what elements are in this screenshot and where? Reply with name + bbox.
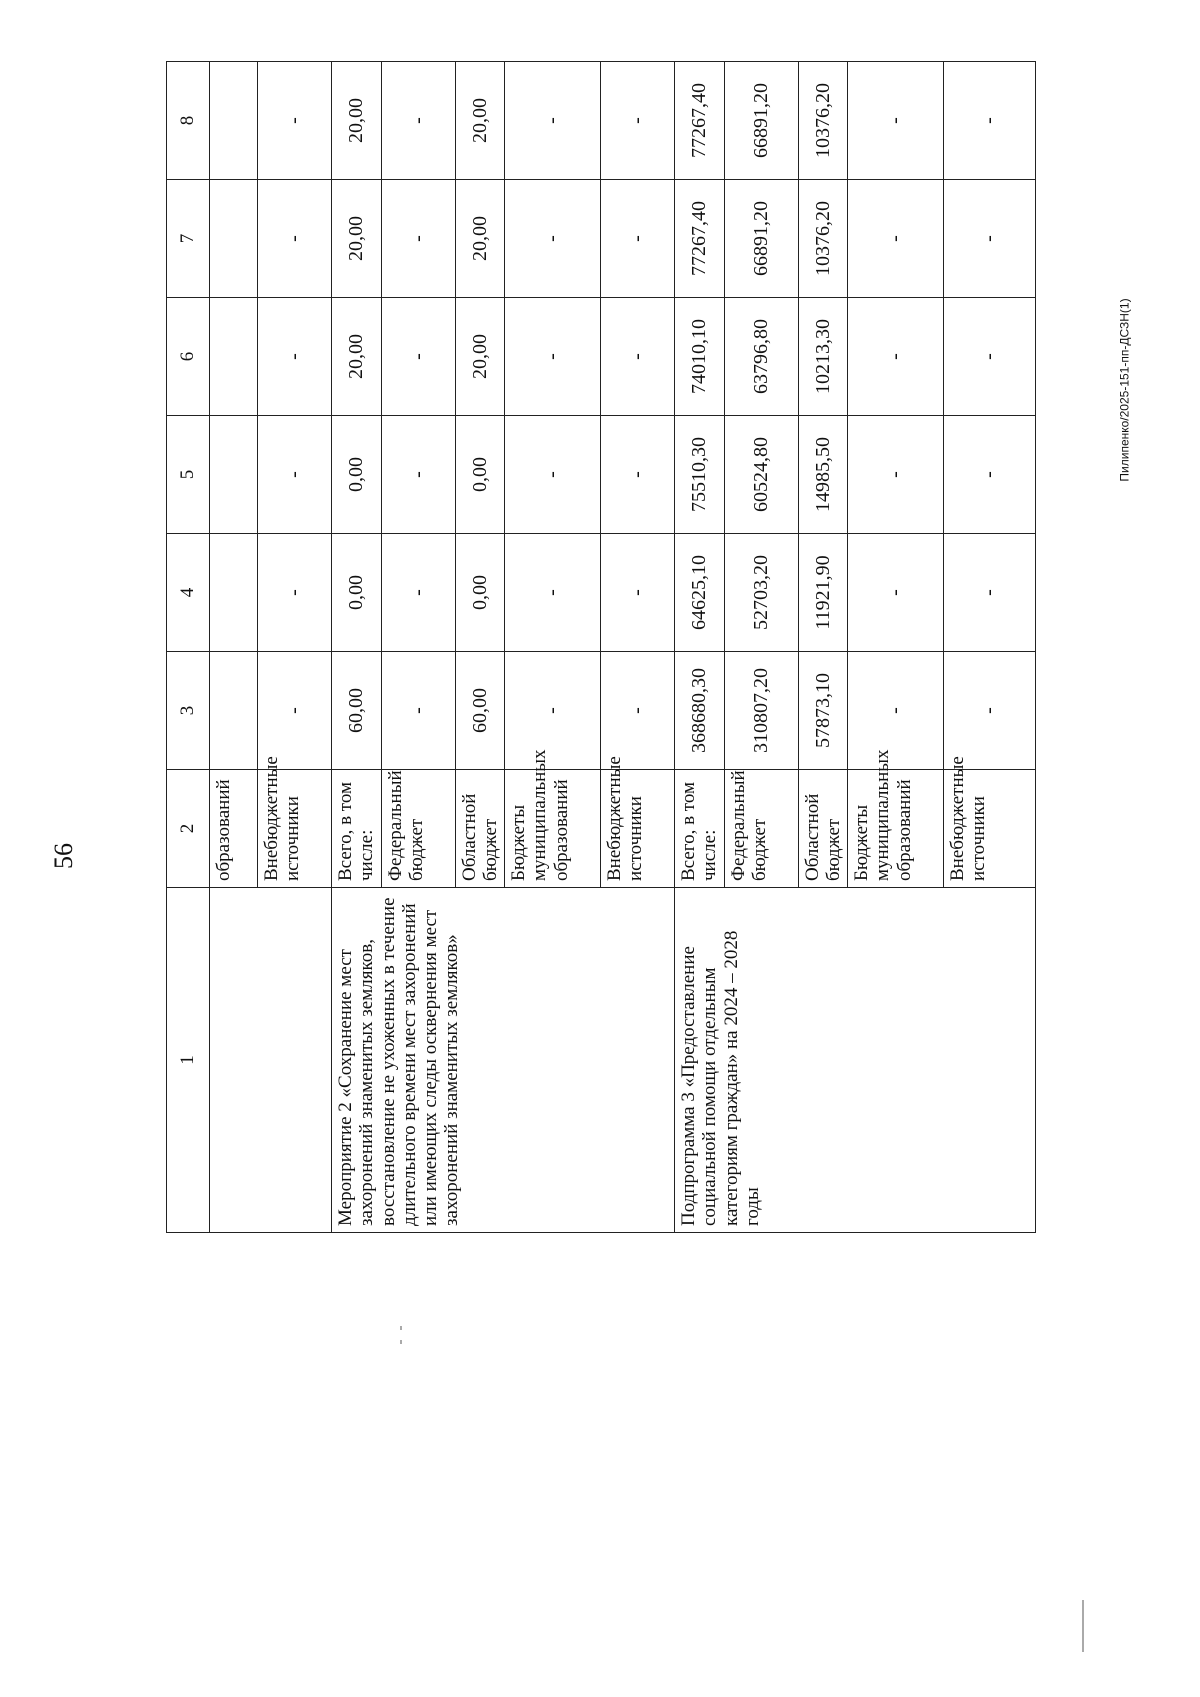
header-cell: 1 [167, 888, 210, 1233]
value-cell: - [944, 534, 1036, 652]
value-cell: - [848, 62, 944, 180]
value-cell: - [381, 180, 455, 298]
value-cell: - [848, 416, 944, 534]
value-cell [210, 652, 258, 770]
value-cell: 14985,50 [798, 416, 848, 534]
value-cell: 10213,30 [798, 298, 848, 416]
scan-mark [400, 1340, 402, 1344]
value-cell: - [848, 298, 944, 416]
value-cell: - [944, 416, 1036, 534]
value-cell [210, 62, 258, 180]
header-row [167, 62, 210, 1233]
group-label: Подпрограмма 3 «Предоставление социальной помощи отдельным категориям граждан» на 2024 – 2028 годы [675, 888, 1036, 1233]
value-cell: - [381, 416, 455, 534]
value-cell: 66891,20 [724, 62, 798, 180]
funding-source: Бюджеты муниципальных образований [505, 770, 601, 888]
value-cell: - [601, 416, 675, 534]
value-cell: - [505, 534, 601, 652]
value-cell: 57873,10 [798, 652, 848, 770]
value-cell: 0,00 [332, 416, 382, 534]
value-cell: - [601, 298, 675, 416]
value-cell: 0,00 [455, 534, 505, 652]
group-label: Мероприятие 2 «Сохранение мест захоронений знаменитых земляков, восстановление не ухоженных в течение длительного времени мест захоронений или имеющих следы осквернения мест захоронений знаменитых земляков» [332, 888, 675, 1233]
scan-mark [400, 1326, 402, 1330]
value-cell: - [381, 652, 455, 770]
rotated-table-area [166, 83, 1098, 1233]
table-wrapper [166, 83, 1098, 1233]
table-row [675, 62, 725, 1233]
header-cell: 8 [167, 62, 210, 180]
value-cell: - [601, 62, 675, 180]
table-row [210, 62, 258, 1233]
value-cell: - [505, 62, 601, 180]
header-cell: 6 [167, 298, 210, 416]
funding-source: образований [210, 770, 258, 888]
document-code [1110, 230, 1140, 550]
value-cell: 60524,80 [724, 416, 798, 534]
funding-source: Областной бюджет [455, 770, 505, 888]
funding-source: Всего, в том числе: [332, 770, 382, 888]
value-cell: 20,00 [455, 298, 505, 416]
value-cell: 10376,20 [798, 180, 848, 298]
value-cell: - [848, 534, 944, 652]
header-cell: 5 [167, 416, 210, 534]
value-cell: 20,00 [455, 180, 505, 298]
table-row [332, 62, 382, 1233]
value-cell: - [601, 534, 675, 652]
value-cell: 20,00 [332, 298, 382, 416]
value-cell: - [505, 416, 601, 534]
value-cell: - [944, 652, 1036, 770]
value-cell: 20,00 [332, 62, 382, 180]
funding-source: Внебюджетные источники [258, 770, 332, 888]
value-cell: 64625,10 [675, 534, 725, 652]
value-cell: 20,00 [332, 180, 382, 298]
value-cell: 10376,20 [798, 62, 848, 180]
value-cell: - [258, 62, 332, 180]
value-cell: - [381, 298, 455, 416]
value-cell: 52703,20 [724, 534, 798, 652]
value-cell: - [381, 534, 455, 652]
value-cell: - [848, 180, 944, 298]
value-cell: 75510,30 [675, 416, 725, 534]
value-cell [210, 416, 258, 534]
funding-source: Федеральный бюджет [381, 770, 455, 888]
value-cell: - [258, 652, 332, 770]
value-cell: 66891,20 [724, 180, 798, 298]
funding-source: Внебюджетные источники [944, 770, 1036, 888]
value-cell: 60,00 [332, 652, 382, 770]
header-cell: 3 [167, 652, 210, 770]
header-cell: 2 [167, 770, 210, 888]
value-cell [210, 534, 258, 652]
value-cell [210, 180, 258, 298]
value-cell: - [505, 298, 601, 416]
funding-source: Всего, в том числе: [675, 770, 725, 888]
value-cell: 0,00 [455, 416, 505, 534]
group-label [210, 888, 332, 1233]
value-cell: - [601, 180, 675, 298]
value-cell: - [258, 534, 332, 652]
value-cell: - [505, 652, 601, 770]
value-cell: 60,00 [455, 652, 505, 770]
value-cell: 0,00 [332, 534, 382, 652]
value-cell: - [258, 180, 332, 298]
value-cell: 368680,30 [675, 652, 725, 770]
value-cell [210, 298, 258, 416]
header-cell: 7 [167, 180, 210, 298]
value-cell: - [258, 416, 332, 534]
value-cell: - [944, 298, 1036, 416]
value-cell: - [601, 652, 675, 770]
funding-source: Областной бюджет [798, 770, 848, 888]
funding-source: Бюджеты муниципальных образований [848, 770, 944, 888]
value-cell: - [258, 298, 332, 416]
budget-table [166, 61, 1036, 1233]
header-cell: 4 [167, 534, 210, 652]
value-cell: - [505, 180, 601, 298]
funding-source: Федеральный бюджет [724, 770, 798, 888]
value-cell: - [944, 62, 1036, 180]
value-cell: - [944, 180, 1036, 298]
value-cell: 77267,40 [675, 62, 725, 180]
value-cell: 74010,10 [675, 298, 725, 416]
page-number: 56 [49, 843, 78, 869]
value-cell: 11921,90 [798, 534, 848, 652]
value-cell: 63796,80 [724, 298, 798, 416]
value-cell: - [848, 652, 944, 770]
value-cell: 310807,20 [724, 652, 798, 770]
scan-mark [1082, 1600, 1084, 1652]
value-cell: 20,00 [455, 62, 505, 180]
document-code-text: Пилипенко/2025-151-пп-ДСЗН(1) [1118, 298, 1133, 482]
funding-source: Внебюджетные источники [601, 770, 675, 888]
value-cell: - [381, 62, 455, 180]
value-cell: 77267,40 [675, 180, 725, 298]
